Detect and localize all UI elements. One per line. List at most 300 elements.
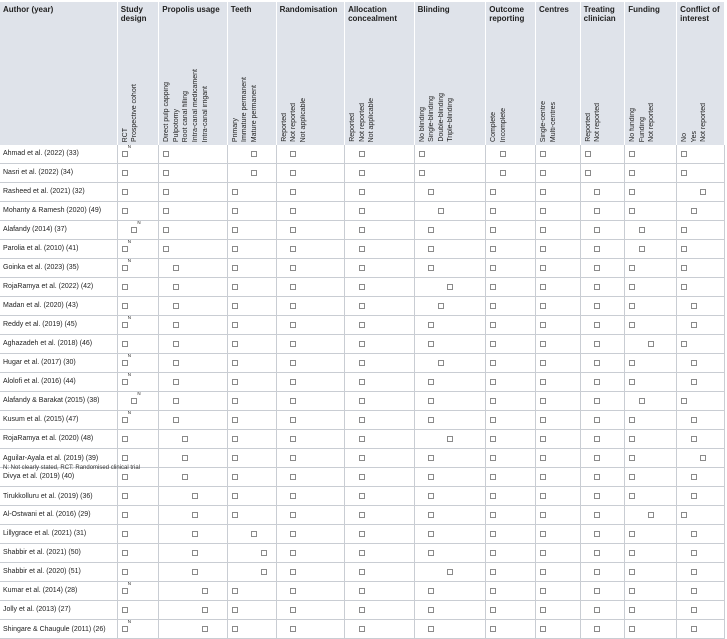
criterion-cell: [345, 145, 415, 164]
criterion-cell: [159, 221, 228, 240]
criterion-cell: [276, 449, 345, 468]
not-clearly-stated-mark: N: [127, 353, 132, 358]
criterion-cell: [227, 411, 276, 430]
checkbox-mark: [359, 626, 365, 632]
criterion-cell: [536, 411, 581, 430]
checkbox-mark: [290, 626, 296, 632]
checkbox-mark: [232, 189, 238, 195]
criterion-cell: [486, 525, 536, 544]
checkbox-mark: [594, 493, 600, 499]
criterion-cell: [625, 373, 677, 392]
checkbox-mark: [447, 569, 453, 575]
checkbox-mark: [359, 322, 365, 328]
subheader-cell: [536, 31, 581, 145]
criterion-cell: [414, 468, 486, 487]
not-clearly-stated-mark: N: [127, 258, 132, 263]
checkbox-mark: [290, 512, 296, 518]
subheader-label: Not applicable: [299, 97, 307, 142]
criterion-cell: [276, 278, 345, 297]
criterion-cell: [536, 202, 581, 221]
checkbox-mark: [639, 227, 645, 233]
subheader-label: Immature permanent: [241, 77, 249, 142]
checkbox-mark: [232, 588, 238, 594]
subheader-label: Single-blinding: [428, 96, 436, 142]
criterion-cell: [677, 354, 725, 373]
criterion-cell: [227, 544, 276, 563]
checkbox-mark: [202, 626, 208, 632]
subheader-cell: [486, 31, 536, 145]
criterion-cell: [536, 297, 581, 316]
subheader-label: Reported: [349, 113, 357, 142]
checkbox-mark: [251, 151, 257, 157]
checkbox-mark: [359, 436, 365, 442]
criterion-cell: [414, 411, 486, 430]
criterion-cell: [117, 335, 159, 354]
author-cell: Shabbir et al. (2021) (50): [0, 544, 117, 563]
criterion-cell: [580, 392, 625, 411]
table-row: [0, 145, 725, 164]
not-clearly-stated-mark: N: [127, 144, 132, 149]
table-row: [0, 335, 725, 354]
subheader-cell: [414, 31, 486, 145]
criterion-cell: [414, 582, 486, 601]
checkbox-mark: [122, 607, 128, 613]
criterion-cell: [159, 430, 228, 449]
criterion-cell: [159, 620, 228, 639]
checkbox-mark: [122, 208, 128, 214]
criterion-cell: [276, 506, 345, 525]
criterion-cell: [117, 240, 159, 259]
checkbox-mark: [173, 379, 179, 385]
subheader-label: Mature permanent: [250, 84, 258, 142]
checkbox-mark: [490, 265, 496, 271]
criterion-cell: [414, 525, 486, 544]
checkbox-mark: [173, 360, 179, 366]
criterion-cell: [345, 278, 415, 297]
criterion-cell: [159, 354, 228, 373]
subheader-label: Not reported: [290, 103, 298, 142]
criterion-cell: [536, 164, 581, 183]
criterion-cell: [486, 335, 536, 354]
criterion-cell: [117, 164, 159, 183]
criterion-cell: [677, 240, 725, 259]
checkbox-mark: [290, 265, 296, 271]
criterion-cell: [486, 544, 536, 563]
criterion-cell: [345, 183, 415, 202]
criterion-cell: [117, 316, 159, 335]
criterion-cell: [159, 411, 228, 430]
subheader-label: No: [681, 133, 689, 142]
checkbox-mark: [290, 151, 296, 157]
author-cell: Madan et al. (2020) (43): [0, 297, 117, 316]
criterion-cell: [227, 259, 276, 278]
checkbox-mark: [691, 607, 697, 613]
criterion-cell: [580, 221, 625, 240]
subheader-cell: [625, 31, 677, 145]
checkbox-mark: [691, 208, 697, 214]
not-clearly-stated-mark: N: [127, 239, 132, 244]
criterion-cell: [677, 316, 725, 335]
table-row: [0, 259, 725, 278]
author-cell: Reddy et al. (2019) (45): [0, 316, 117, 335]
subheader-label: Funding: [638, 116, 646, 142]
criterion-cell: [345, 487, 415, 506]
subheader-cell: [159, 31, 228, 145]
subheader-cell: [227, 31, 276, 145]
checkbox-mark: [540, 398, 546, 404]
checkbox-mark: [629, 322, 635, 328]
criterion-cell: [227, 582, 276, 601]
checkbox-mark: [490, 246, 496, 252]
criterion-cell: [486, 164, 536, 183]
checkbox-mark: [192, 512, 198, 518]
criterion-cell: [677, 525, 725, 544]
criterion-cell: [117, 601, 159, 620]
criterion-cell: [414, 316, 486, 335]
criterion-cell: [345, 582, 415, 601]
checkbox-mark: [681, 398, 687, 404]
checkbox-mark: [359, 265, 365, 271]
criterion-cell: [677, 601, 725, 620]
criterion-cell: [536, 449, 581, 468]
checkbox-mark: [428, 455, 434, 461]
checkbox-mark: [629, 607, 635, 613]
criterion-cell: [625, 221, 677, 240]
criterion-cell: [117, 259, 159, 278]
author-cell: Shingare & Chaugule (2011) (26): [0, 620, 117, 639]
checkbox-mark: [232, 322, 238, 328]
checkbox-mark: [639, 246, 645, 252]
criterion-cell: [159, 563, 228, 582]
checkbox-mark: [447, 284, 453, 290]
checkbox-mark: [594, 417, 600, 423]
checkbox-mark: [359, 455, 365, 461]
criterion-cell: [159, 202, 228, 221]
criterion-cell: [536, 601, 581, 620]
criterion-cell: [536, 240, 581, 259]
criterion-cell: [677, 506, 725, 525]
criterion-cell: [677, 164, 725, 183]
subheader-cell: [677, 31, 725, 145]
criterion-cell: [580, 202, 625, 221]
criterion-cell: [345, 354, 415, 373]
checkbox-mark: [540, 189, 546, 195]
checkbox-mark: [594, 436, 600, 442]
criterion-cell: [276, 183, 345, 202]
criterion-cell: [536, 563, 581, 582]
checkbox-mark: [122, 189, 128, 195]
criterion-cell: [536, 525, 581, 544]
author-cell: Aguilar-Ayala et al. (2019) (39): [0, 449, 117, 468]
criterion-cell: [117, 373, 159, 392]
criterion-cell: [536, 392, 581, 411]
table-row: [0, 278, 725, 297]
checkbox-mark: [540, 208, 546, 214]
criterion-cell: [414, 601, 486, 620]
checkbox-mark: [359, 151, 365, 157]
criterion-cell: [580, 373, 625, 392]
checkbox-mark: [594, 208, 600, 214]
criterion-cell: [276, 544, 345, 563]
criterion-cell: [117, 411, 159, 430]
subheader-label: Prospective cohort: [131, 84, 139, 142]
criterion-cell: [276, 620, 345, 639]
criterion-cell: [159, 278, 228, 297]
criterion-cell: [580, 620, 625, 639]
checkbox-mark: [232, 512, 238, 518]
checkbox-mark: [540, 607, 546, 613]
checkbox-mark: [173, 265, 179, 271]
criterion-cell: [276, 259, 345, 278]
criterion-cell: [486, 297, 536, 316]
checkbox-mark: [232, 626, 238, 632]
checkbox-mark: [290, 246, 296, 252]
checkbox-mark: [438, 360, 444, 366]
checkbox-mark: [540, 569, 546, 575]
criterion-cell: [677, 202, 725, 221]
criterion-cell: [580, 506, 625, 525]
criterion-cell: [159, 544, 228, 563]
checkbox-mark: [359, 303, 365, 309]
table-row: [0, 202, 725, 221]
checkbox-mark: [290, 227, 296, 233]
checkbox-mark: [163, 189, 169, 195]
subheader-label: Complete: [490, 112, 498, 142]
criterion-cell: [159, 392, 228, 411]
checkbox-mark: [251, 170, 257, 176]
checkbox-mark: [182, 474, 188, 480]
checkbox-mark: [428, 379, 434, 385]
checkbox-mark: [163, 170, 169, 176]
checkbox-mark: [438, 208, 444, 214]
checkbox-mark: [131, 227, 137, 233]
checkbox-mark: [681, 341, 687, 347]
checkbox-mark: [681, 151, 687, 157]
criterion-cell: [227, 164, 276, 183]
criterion-cell: [486, 221, 536, 240]
criterion-cell: [677, 145, 725, 164]
subheader-label: Root canal filling: [182, 90, 190, 142]
criterion-cell: [625, 506, 677, 525]
checkbox-mark: [290, 455, 296, 461]
checkbox-mark: [629, 569, 635, 575]
criterion-cell: [345, 525, 415, 544]
checkbox-mark: [163, 208, 169, 214]
table-row: [0, 411, 725, 430]
table-row: [0, 297, 725, 316]
group-header: Propolis usage: [159, 2, 228, 31]
criterion-cell: [486, 620, 536, 639]
criterion-cell: [580, 278, 625, 297]
checkbox-mark: [629, 550, 635, 556]
checkbox-mark: [490, 455, 496, 461]
criterion-cell: [276, 373, 345, 392]
criterion-cell: [536, 373, 581, 392]
criterion-cell: [117, 392, 159, 411]
subheader-cell: [580, 31, 625, 145]
criterion-cell: [227, 335, 276, 354]
checkbox-mark: [232, 417, 238, 423]
checkbox-mark: [290, 607, 296, 613]
checkbox-mark: [594, 531, 600, 537]
checkbox-mark: [594, 607, 600, 613]
criterion-cell: [580, 487, 625, 506]
checkbox-mark: [629, 284, 635, 290]
criterion-cell: [227, 468, 276, 487]
subheader-label: Direct pulp capping: [163, 82, 171, 142]
criterion-cell: [536, 354, 581, 373]
criterion-cell: [414, 259, 486, 278]
author-cell: Aghazadeh et al. (2018) (46): [0, 335, 117, 354]
criterion-cell: [486, 278, 536, 297]
criterion-cell: [625, 563, 677, 582]
checkbox-mark: [540, 417, 546, 423]
checkbox-mark: [232, 474, 238, 480]
criterion-cell: [276, 164, 345, 183]
criterion-cell: [117, 297, 159, 316]
table-row: [0, 392, 725, 411]
checkbox-mark: [540, 227, 546, 233]
criterion-cell: [276, 525, 345, 544]
checkbox-mark: [428, 531, 434, 537]
criterion-cell: [276, 487, 345, 506]
checkbox-mark: [232, 284, 238, 290]
criterion-cell: [625, 164, 677, 183]
criterion-cell: [580, 145, 625, 164]
checkbox-mark: [359, 341, 365, 347]
criterion-cell: [414, 392, 486, 411]
criterion-cell: [580, 525, 625, 544]
author-cell: Kusum et al. (2015) (47): [0, 411, 117, 430]
criterion-cell: [117, 563, 159, 582]
checkbox-mark: [122, 588, 128, 594]
table-row: [0, 240, 725, 259]
criterion-cell: [117, 354, 159, 373]
criterion-cell: [580, 335, 625, 354]
checkbox-mark: [173, 417, 179, 423]
checkbox-mark: [490, 398, 496, 404]
checkbox-mark: [202, 607, 208, 613]
table-row: [0, 506, 725, 525]
checkbox-mark: [629, 588, 635, 594]
checkbox-mark: [428, 626, 434, 632]
subheader-cell: [276, 31, 345, 145]
checkbox-mark: [594, 379, 600, 385]
checkbox-mark: [691, 474, 697, 480]
group-header: Study design: [117, 2, 159, 31]
table-row: [0, 316, 725, 335]
checkbox-mark: [419, 151, 425, 157]
criterion-cell: [276, 145, 345, 164]
criterion-cell: [276, 563, 345, 582]
checkbox-mark: [359, 227, 365, 233]
criterion-cell: [227, 354, 276, 373]
criterion-cell: [414, 202, 486, 221]
criterion-cell: [486, 373, 536, 392]
group-header: Randomisation: [276, 2, 345, 31]
criterion-cell: [276, 297, 345, 316]
criterion-cell: [580, 468, 625, 487]
subheader-label: Not reported: [594, 103, 602, 142]
criterion-cell: [117, 183, 159, 202]
checkbox-mark: [540, 379, 546, 385]
criterion-cell: [345, 202, 415, 221]
checkbox-mark: [700, 455, 706, 461]
checkbox-mark: [490, 341, 496, 347]
criterion-cell: [625, 468, 677, 487]
criterion-cell: [276, 392, 345, 411]
criterion-cell: [625, 278, 677, 297]
criterion-cell: [486, 449, 536, 468]
subheader-label: Multi-centres: [549, 101, 557, 142]
checkbox-mark: [359, 208, 365, 214]
table-row: [0, 183, 725, 202]
checkbox-mark: [540, 151, 546, 157]
checkbox-mark: [648, 512, 654, 518]
checkbox-mark: [629, 626, 635, 632]
checkbox-mark: [122, 531, 128, 537]
checkbox-mark: [232, 455, 238, 461]
checkbox-mark: [251, 531, 257, 537]
checkbox-mark: [232, 303, 238, 309]
subheader-label: Not reported: [358, 103, 366, 142]
checkbox-mark: [500, 151, 506, 157]
checkbox-mark: [540, 341, 546, 347]
checkbox-mark: [232, 360, 238, 366]
criterion-cell: [486, 563, 536, 582]
criterion-cell: [580, 430, 625, 449]
checkbox-mark: [691, 360, 697, 366]
criterion-cell: [536, 145, 581, 164]
checkbox-mark: [490, 531, 496, 537]
checkbox-mark: [540, 550, 546, 556]
checkbox-mark: [490, 436, 496, 442]
author-cell: Mohanty & Ramesh (2020) (49): [0, 202, 117, 221]
subheader-label: Triple-blinding: [447, 98, 455, 142]
criterion-cell: [536, 183, 581, 202]
checkbox-mark: [490, 227, 496, 233]
author-cell: Hugar et al. (2017) (30): [0, 354, 117, 373]
checkbox-mark: [359, 569, 365, 575]
subheader-label: Reported: [584, 113, 592, 142]
criterion-cell: [414, 506, 486, 525]
criterion-cell: [227, 601, 276, 620]
not-clearly-stated-mark: N: [127, 410, 132, 415]
checkbox-mark: [594, 569, 600, 575]
checkbox-mark: [359, 417, 365, 423]
criterion-cell: [536, 487, 581, 506]
checkbox-mark: [428, 512, 434, 518]
checkbox-mark: [122, 151, 128, 157]
criterion-cell: [677, 392, 725, 411]
checkbox-mark: [182, 455, 188, 461]
criterion-cell: [345, 373, 415, 392]
criterion-cell: [345, 563, 415, 582]
checkbox-mark: [490, 588, 496, 594]
criterion-cell: [414, 449, 486, 468]
criterion-cell: [276, 411, 345, 430]
checkbox-mark: [290, 550, 296, 556]
checkbox-mark: [359, 531, 365, 537]
checkbox-mark: [122, 417, 128, 423]
checkbox-mark: [594, 265, 600, 271]
checkbox-mark: [447, 436, 453, 442]
criterion-cell: [414, 354, 486, 373]
checkbox-mark: [428, 474, 434, 480]
checkbox-mark: [594, 303, 600, 309]
criterion-cell: [276, 335, 345, 354]
checkbox-mark: [594, 322, 600, 328]
